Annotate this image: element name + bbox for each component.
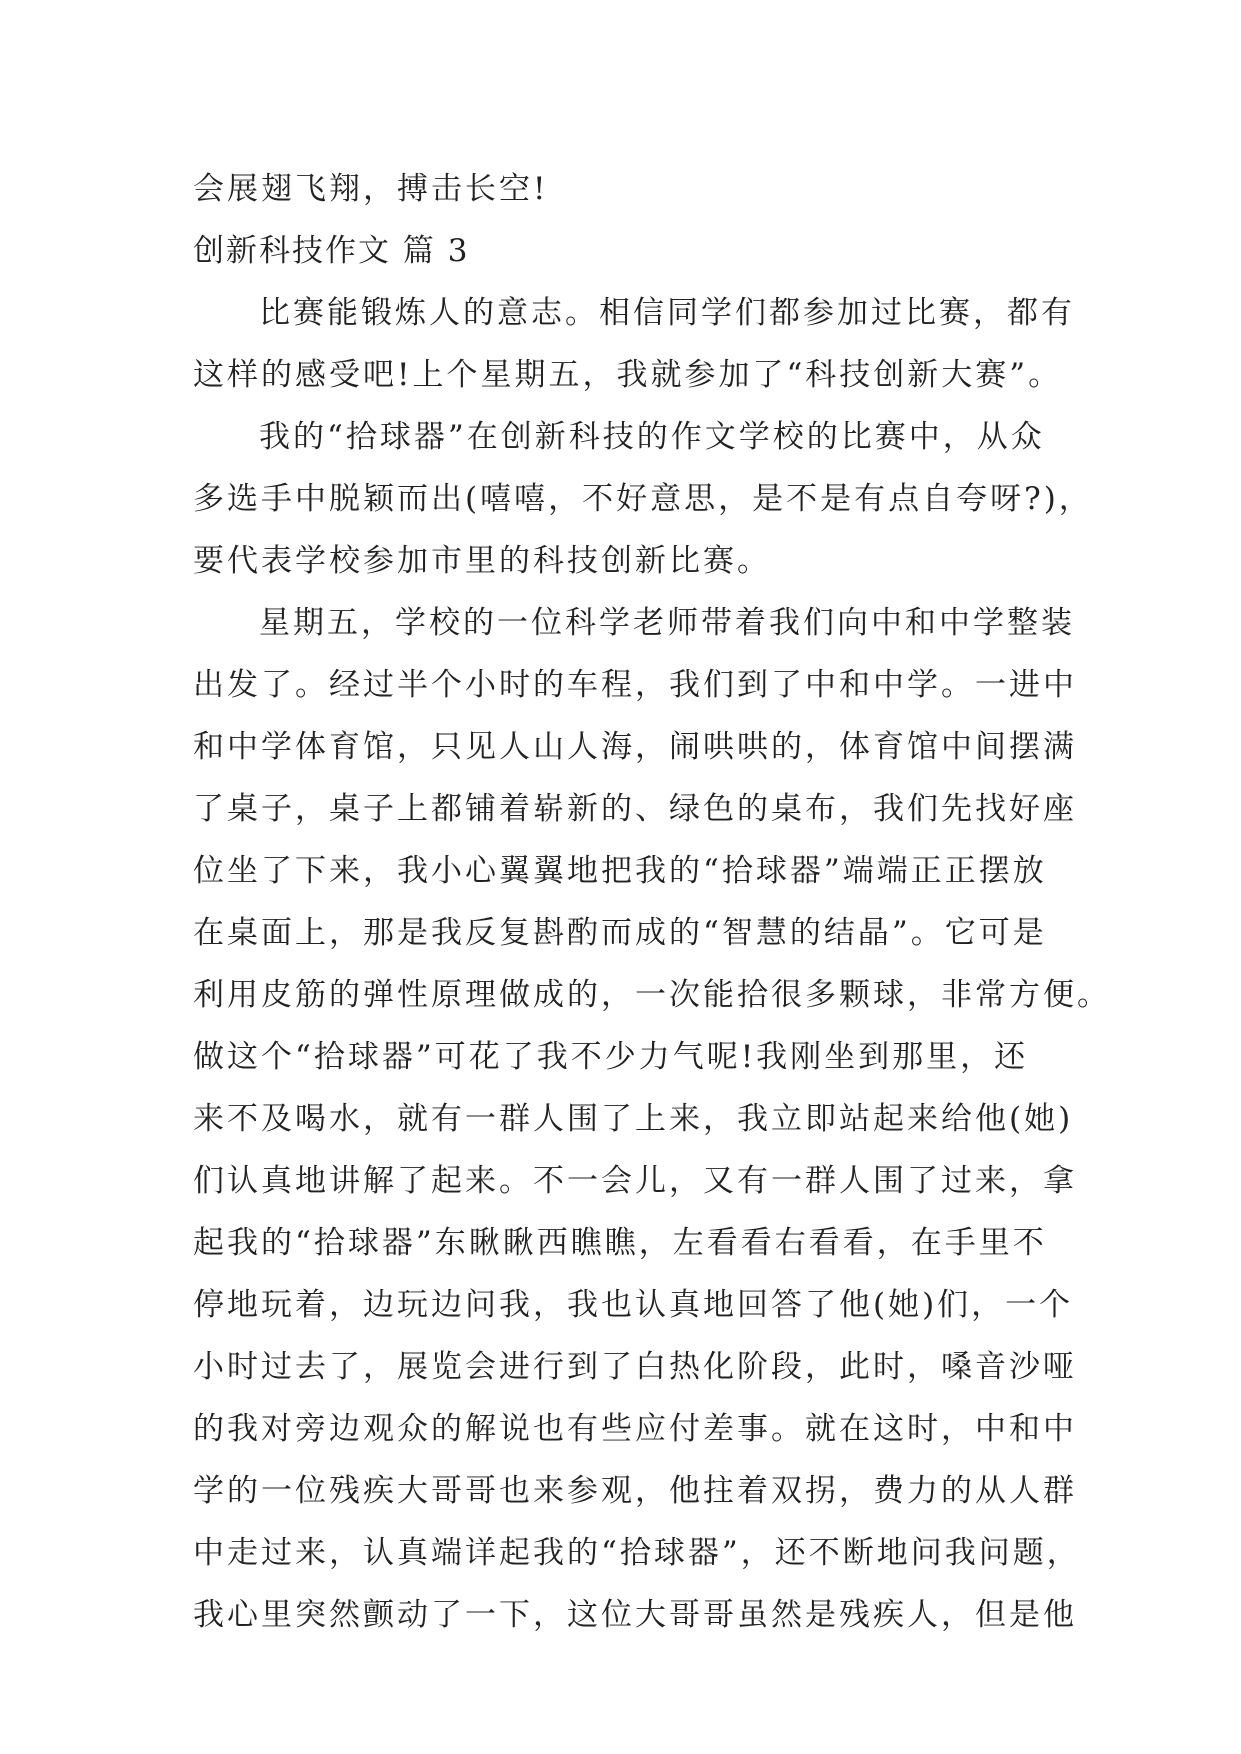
paragraph-line: 做这个“拾球器”可花了我不少力气呢!我刚坐到那里，还 bbox=[193, 1039, 1029, 1075]
paragraph-line: 们认真地讲解了起来。不一会儿，又有一群人围了过来，拿 bbox=[193, 1163, 1077, 1199]
paragraph-line: 来不及喝水，就有一群人围了上来，我立即站起来给他(她) bbox=[193, 1101, 1074, 1137]
paragraph-line: 我心里突然颤动了一下，这位大哥哥虽然是残疾人，但是他 bbox=[193, 1597, 1077, 1633]
paragraph-line: 多选手中脱颖而出(嘻嘻，不好意思，是不是有点自夸呀?)， bbox=[193, 481, 1093, 517]
paragraph-line: 了桌子，桌子上都铺着崭新的、绿色的桌布，我们先找好座 bbox=[193, 791, 1077, 827]
paragraph-line: 的我对旁边观众的解说也有些应付差事。就在这时，中和中 bbox=[193, 1411, 1077, 1447]
paragraph-1 bbox=[193, 282, 1073, 406]
paragraph-line: 利用皮筋的弹性原理做成的，一次能拾很多颗球，非常方便。 bbox=[193, 977, 1111, 1013]
paragraph-line: 这样的感受吧!上个星期五，我就参加了“科技创新大赛”。 bbox=[193, 357, 1063, 393]
paragraph-line: 小时过去了，展览会进行到了白热化阶段，此时，嗓音沙哑 bbox=[193, 1349, 1077, 1385]
paragraph-2 bbox=[193, 406, 1093, 592]
paragraph-line: 起我的“拾球器”东瞅瞅西瞧瞧，左看看右看看，在手里不 bbox=[193, 1225, 1047, 1261]
paragraph-line: 在桌面上，那是我反复斟酌而成的“智慧的结晶”。它可是 bbox=[193, 915, 1047, 951]
section-heading: 创新科技作文 篇 3 bbox=[193, 233, 470, 269]
continuation-line: 会展翅飞翔，搏击长空! bbox=[193, 171, 549, 207]
paragraph-line: 停地玩着，边玩边问我，我也认真地回答了他(她)们，一个 bbox=[193, 1287, 1074, 1323]
paragraph-line: 要代表学校参加市里的科技创新比赛。 bbox=[193, 543, 771, 579]
paragraph-line: 比赛能锻炼人的意志。相信同学们都参加过比赛，都有 bbox=[259, 295, 1075, 331]
paragraph-line: 出发了。经过半个小时的车程，我们到了中和中学。一进中 bbox=[193, 667, 1077, 703]
paragraph-line: 位坐了下来，我小心翼翼地把我的“拾球器”端端正正摆放 bbox=[193, 853, 1047, 889]
paragraph-line: 我的“拾球器”在创新科技的作文学校的比赛中，从众 bbox=[259, 419, 1045, 455]
paragraph-line: 中走过来，认真端详起我的“拾球器”，还不断地问我问题， bbox=[193, 1535, 1081, 1571]
document-body bbox=[193, 158, 1111, 1646]
paragraph-3 bbox=[193, 592, 1111, 1646]
paragraph-line: 学的一位残疾大哥哥也来参观，他拄着双拐，费力的从人群 bbox=[193, 1473, 1077, 1509]
paragraph-line: 星期五，学校的一位科学老师带着我们向中和中学整装 bbox=[259, 605, 1075, 641]
paragraph-line: 和中学体育馆，只见人山人海，闹哄哄的，体育馆中间摆满 bbox=[193, 729, 1077, 765]
